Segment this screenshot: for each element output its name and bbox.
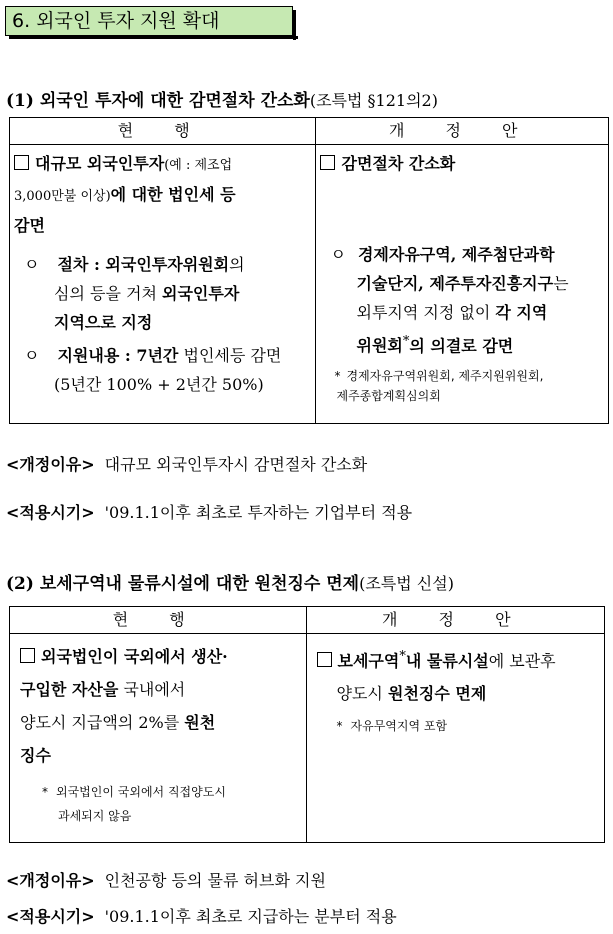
sec1-cur-o1-e: 지역으로 지정 (54, 313, 153, 332)
reason-text: 인천공항 등의 물류 허브화 지원 (104, 871, 326, 890)
sec2-revised-note (307, 710, 604, 736)
sec2-cur-note-b: 과세되지 않음 (58, 809, 132, 823)
section-title: 6. 외국인 투자 지원 확대 (5, 6, 293, 36)
sec1-col-revised: 개 정 안 (316, 118, 609, 145)
sec2-law: (조특법 신설) (359, 574, 454, 593)
sec1-revised-note (316, 360, 608, 406)
sec1-revised-o1 (316, 178, 608, 360)
sec1-cur-o2-b: 법인세등 감면 (183, 346, 282, 365)
checkbox-square-icon (14, 155, 29, 170)
sec1-cur-box1-a: 대규모 외국인투자 (35, 154, 165, 173)
sec1-rev-o1-b: 기술단지, 제주투자진흥지구 (356, 274, 554, 293)
sec2-col-current: 현 행 (10, 607, 307, 634)
sec2-cur-box1-e: 원천 (184, 713, 216, 732)
sec2-apply (6, 904, 397, 927)
sec1-cur-box1-c: 3,000만불 이상) (14, 189, 111, 204)
sec2-rev-box1-e: 원천징수 면제 (387, 684, 487, 704)
sec1-cur-o1-c: 심의 등을 거쳐 (54, 284, 157, 303)
sec2-current-box1 (10, 634, 306, 772)
sec1-law: (조특법 §121의2) (309, 91, 438, 110)
apply-text: '09.1.1이후 최초로 투자하는 기업부터 적용 (104, 503, 413, 522)
sec2-cur-box1-b: 구입한 자산을 (20, 680, 119, 699)
checkbox-square-icon (20, 648, 35, 663)
sec1-current-cell (10, 145, 316, 424)
sec1-rev-note-a: 경제자유구역위원회, 제주지원위원회, (346, 369, 544, 384)
footnote-star: * (402, 334, 410, 349)
sec1-rev-o1-g: 의 의결로 감면 (409, 336, 514, 356)
reason-text: 대규모 외국인투자시 감면절차 간소화 (104, 455, 368, 474)
sec1-current-o1 (10, 240, 315, 337)
sec2-heading-text: (2) 보세구역내 물류시설에 대한 원천징수 면제 (6, 574, 360, 594)
sec2-rev-box1-d: 양도시 (336, 684, 383, 704)
sec1-revised-box1 (316, 145, 608, 178)
sec1-heading-text: (1) 외국인 투자에 대한 감면절차 간소화 (6, 91, 310, 111)
sec2-cur-box1-d: 양도시 지급액의 2%를 (20, 713, 180, 732)
sec1-reason (6, 452, 367, 475)
bullet-circle: ㅇ (24, 346, 40, 365)
sec1-cur-o1-a: 절차 : 외국인투자위원회 (57, 255, 230, 274)
sec1-cur-box1-d: 에 대한 법인세 등 (110, 185, 236, 204)
sec1-cur-o1-b: 의 (229, 255, 245, 274)
sec1-rev-note-b: 제주종합계획심의회 (336, 389, 441, 404)
sec2-current-note (10, 772, 306, 828)
footnote-star: * (336, 719, 343, 734)
bullet-circle: ㅇ (330, 245, 346, 264)
sec1-rev-o1-e: 각 지역 (495, 303, 548, 322)
sec2-heading (6, 569, 454, 594)
sec2-col-revised: 개 정 안 (306, 607, 604, 634)
sec2-reason (6, 868, 326, 891)
sec1-cur-box1-b: (예 : 제조업 (164, 158, 233, 173)
checkbox-square-icon (320, 155, 335, 170)
sec1-apply (6, 500, 412, 523)
apply-label: <적용시기> (6, 503, 95, 522)
apply-label: <적용시기> (6, 907, 95, 926)
sec1-rev-o1-d: 외투지역 지정 없이 (356, 303, 491, 322)
sec2-current-cell (10, 634, 307, 843)
sec2-table (9, 606, 605, 843)
sec1-current-o2 (10, 337, 315, 399)
sec2-rev-box1-a: 보세구역 (337, 651, 400, 671)
sec1-rev-o1-a: 경제자유구역, 제주첨단과학 (357, 245, 555, 264)
bullet-circle: ㅇ (24, 255, 40, 274)
sec1-table (9, 117, 609, 424)
footnote-star: * (399, 649, 406, 664)
reason-label: <개정이유> (6, 871, 95, 890)
sec1-cur-box1-e: 감면 (14, 216, 45, 235)
sec1-rev-box1: 감면절차 간소화 (341, 154, 456, 173)
footnote-star: * (334, 369, 341, 384)
sec2-rev-box1-b: 내 물류시설 (405, 651, 489, 671)
sec2-cur-box1-f: 징수 (20, 746, 51, 765)
sec1-current-box1 (10, 145, 315, 240)
sec1-rev-o1-f: 위원회 (356, 336, 403, 356)
sec2-rev-box1-c: 에 보관후 (488, 651, 556, 671)
sec1-cur-o2-c: (5년간 100% + 2년간 50%) (54, 375, 264, 394)
sec1-cur-o1-d: 외국인투자 (162, 284, 240, 303)
sec2-revised-box1 (307, 634, 604, 710)
sec2-revised-cell (306, 634, 604, 843)
sec1-rev-o1-c: 는 (553, 274, 569, 293)
reason-label: <개정이유> (6, 455, 95, 474)
sec1-col-current: 현 행 (10, 118, 316, 145)
sec2-rev-note-a: 자유무역지역 포함 (350, 719, 448, 734)
sec1-cur-o2-a: 지원내용 : 7년간 (57, 346, 179, 365)
apply-text: '09.1.1이후 최초로 지급하는 분부터 적용 (104, 907, 397, 926)
checkbox-square-icon (317, 652, 332, 667)
sec2-cur-box1-c: 국내에서 (123, 680, 186, 699)
sec1-revised-cell (316, 145, 609, 424)
footnote-star: * (42, 785, 48, 799)
sec2-cur-box1-a: 외국법인이 국외에서 생산· (41, 647, 228, 666)
sec1-heading (6, 86, 438, 111)
sec2-cur-note-a: 외국법인이 국외에서 직접양도시 (56, 785, 226, 799)
